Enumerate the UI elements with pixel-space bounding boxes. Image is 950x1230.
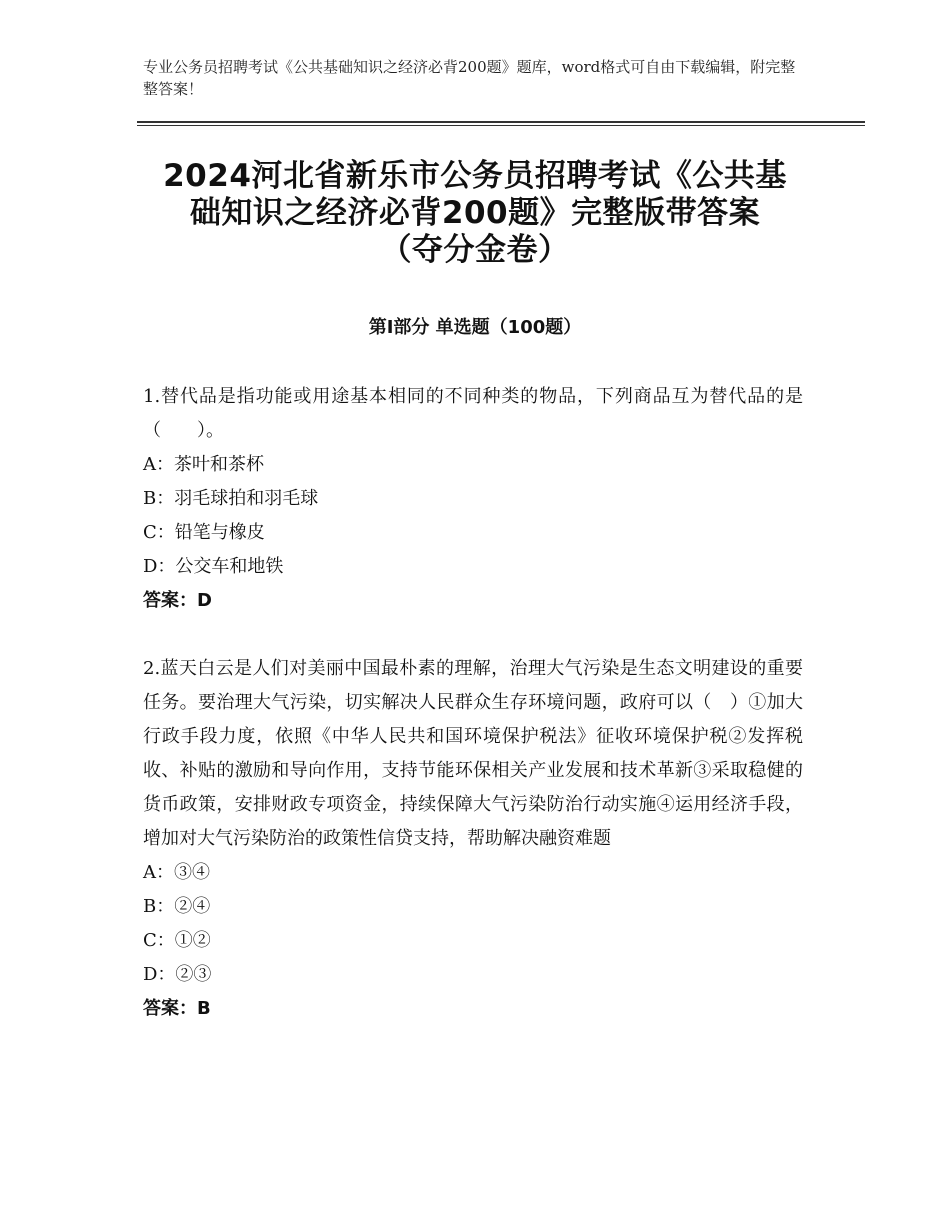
title-line-1: 2024河北省新乐市公务员招聘考试《公共基 <box>163 158 787 194</box>
question-2-stem: 2.蓝天白云是人们对美丽中国最朴素的理解，治理大气污染是生态文明建设的重要任务。要治理大气污染，切实解决人民群众生存环境问题，政府可以（ ）①加大行政手段力度，依照《中华人民共和国环境保护税法》征收环境保护税②发挥税收、补贴的激励和导向作用，支持节能环保相关产业发展和技术革新③采取稳健的货币政策，安排财政专项资金，持续保障大气污染防治行动实施④运用经济手段，增加对大气污染防治的政策性信贷支持，帮助解决融资难题 <box>143 658 803 849</box>
document-title <box>137 158 813 269</box>
question-2-option-a: A：③④ <box>143 862 210 883</box>
question-2 <box>143 652 803 1026</box>
title-line-3: （夺分金卷） <box>380 232 570 268</box>
question-2-option-b: B：②④ <box>143 896 211 917</box>
question-1-option-b: B：羽毛球拍和羽毛球 <box>143 488 319 509</box>
question-1-option-c: C：铅笔与橡皮 <box>143 522 265 543</box>
header-rule-thick <box>137 121 865 123</box>
section-heading: 第Ⅰ部分 单选题（100题） <box>368 317 582 338</box>
question-2-answer: 答案：B <box>143 998 211 1019</box>
question-1-option-d: D：公交车和地铁 <box>143 556 284 577</box>
question-1-stem: 1.替代品是指功能或用途基本相同的不同种类的物品，下列商品互为替代品的是（ ）。 <box>143 386 803 441</box>
title-line-2: 础知识之经济必背200题》完整版带答案 <box>189 195 761 231</box>
question-2-option-c: C：①② <box>143 930 211 951</box>
question-1-option-a: A：茶叶和茶杯 <box>143 454 264 475</box>
header-rule-thin <box>137 125 865 126</box>
question-1 <box>143 380 803 618</box>
header-note: 专业公务员招聘考试《公共基础知识之经济必背200题》题库，word格式可自由下载编辑，附完整整答案！ <box>143 58 796 98</box>
question-1-answer: 答案：D <box>143 590 212 611</box>
question-2-option-d: D：②③ <box>143 964 212 985</box>
